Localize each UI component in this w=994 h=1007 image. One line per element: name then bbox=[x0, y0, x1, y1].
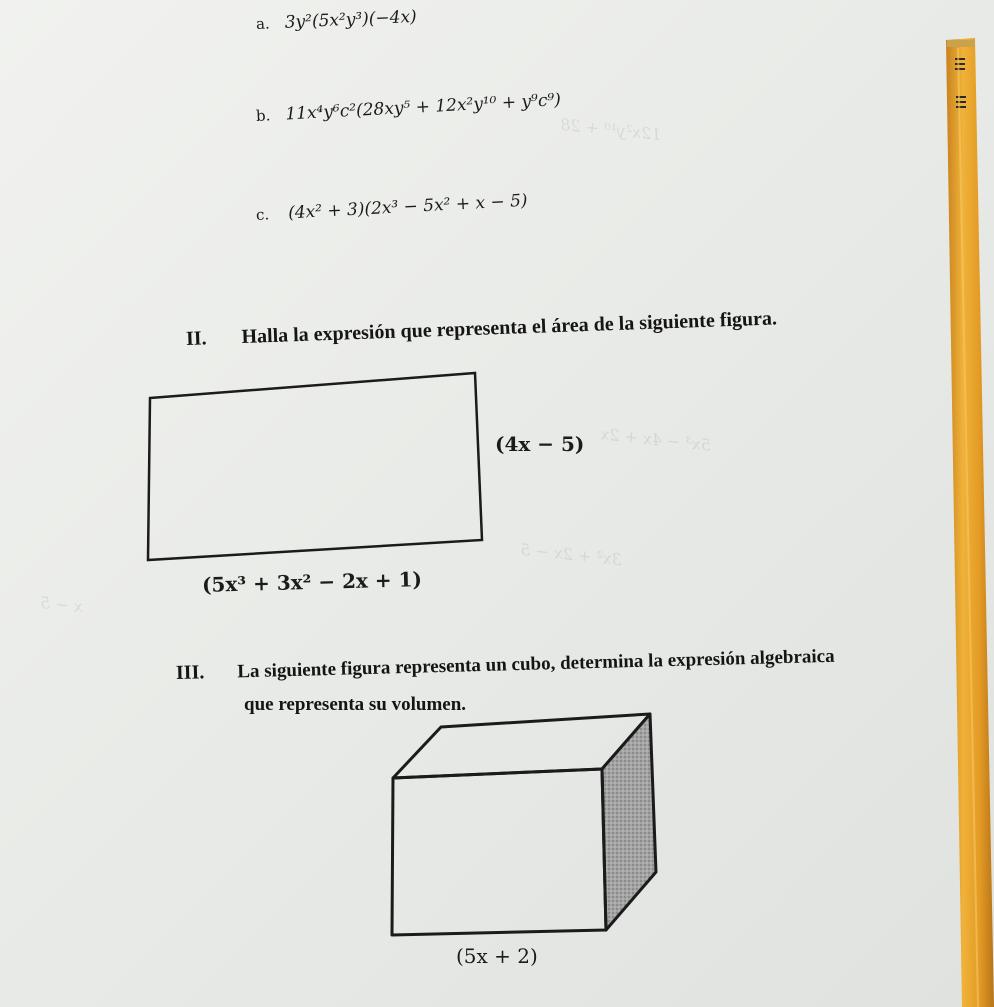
section-3-heading bbox=[176, 645, 835, 685]
exercise-b-label: b. bbox=[255, 106, 271, 125]
section-2-instruction: Halla la expresión que representa el área de la siguiente figura. bbox=[241, 307, 778, 349]
exercise-a bbox=[256, 7, 418, 34]
exercise-b bbox=[255, 90, 561, 126]
section-2-heading bbox=[186, 307, 778, 351]
rectangle-shape bbox=[148, 373, 482, 560]
exercise-b-expression: 11x⁴y⁶c²(28xy⁵ + 12x²y¹⁰ + y⁹c⁹) bbox=[284, 90, 562, 125]
cube-edge-label: (5x + 2) bbox=[456, 944, 538, 968]
exercise-a-expression: 3y²(5x²y³)(−4x) bbox=[284, 6, 418, 33]
exercise-c bbox=[255, 191, 528, 225]
show-through-text: 3x² + 2x − 5 bbox=[519, 539, 623, 570]
show-through-text: 5x³ − 4x + 2x bbox=[599, 424, 712, 455]
rectangle-height-label: (4x − 5) bbox=[495, 432, 585, 456]
section-3-instruction-line2: que representa su volumen. bbox=[244, 694, 467, 715]
section-2-number: II. bbox=[185, 327, 207, 350]
show-through-text: 12x²y¹⁰ + 28 bbox=[559, 114, 663, 145]
show-through-text: x − 5 bbox=[39, 592, 84, 617]
exercise-a-label: a. bbox=[255, 14, 271, 33]
pencil-stamp-mark bbox=[955, 58, 966, 108]
cube-front-face bbox=[392, 769, 606, 935]
cube-side-face bbox=[602, 714, 656, 930]
section-3-number: III. bbox=[175, 661, 205, 684]
cube-top-face bbox=[393, 714, 650, 778]
section-3-instruction-line1: La siguiente figura representa un cubo, determina la expresión algebraica bbox=[237, 645, 835, 683]
rectangle-base-label: (5x³ + 3x² − 2x + 1) bbox=[201, 567, 423, 597]
exercise-c-expression: (4x² + 3)(2x³ − 5x² + x − 5) bbox=[287, 190, 529, 224]
exercise-c-label: c. bbox=[255, 205, 270, 224]
